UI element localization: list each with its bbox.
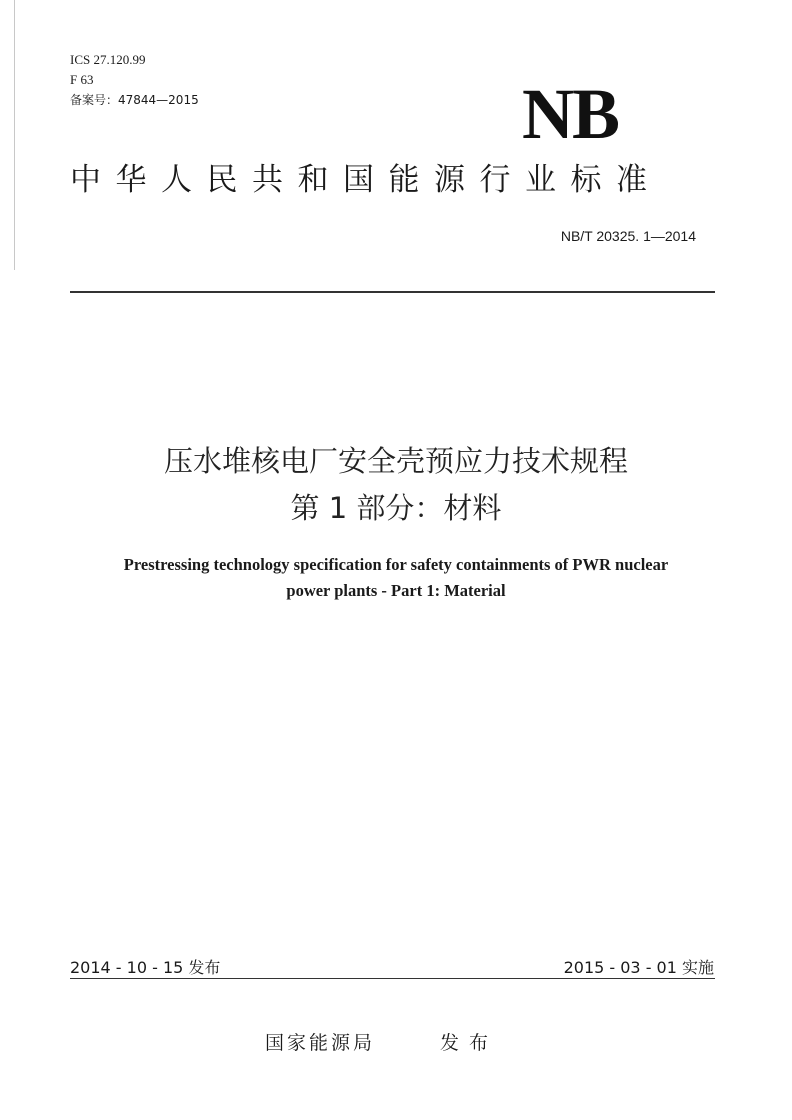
nb-logo: NB bbox=[522, 74, 619, 154]
footer-divider bbox=[70, 978, 715, 979]
ccs-code: F 63 bbox=[70, 72, 94, 87]
issuing-authority: 国家能源局 bbox=[265, 1032, 376, 1054]
title-english-line-1: Prestressing technology specification for safety containments of PWR nuclear bbox=[123, 555, 669, 574]
issue-date: 2014 - 10 - 15 发布 bbox=[70, 958, 221, 977]
title-chinese-line-1: 压水堆核电厂安全壳预应力技术规程 bbox=[163, 444, 628, 478]
title-english-line-2: power plants - Part 1: Material bbox=[286, 581, 506, 600]
ics-code: ICS 27.120.99 bbox=[70, 52, 146, 67]
scan-edge-line bbox=[14, 0, 15, 270]
filing-number: 备案号：47844—2015 bbox=[70, 93, 199, 107]
title-chinese-line-2: 第 1 部分：材料 bbox=[290, 491, 502, 525]
issuing-verb: 发布 bbox=[440, 1032, 499, 1054]
standard-category-name: 中华人民共和国能源行业标准 bbox=[70, 162, 662, 198]
standard-code: NB/T 20325. 1—2014 bbox=[560, 228, 696, 244]
implementation-date: 2015 - 03 - 01 实施 bbox=[563, 958, 714, 977]
header-divider bbox=[70, 291, 715, 293]
